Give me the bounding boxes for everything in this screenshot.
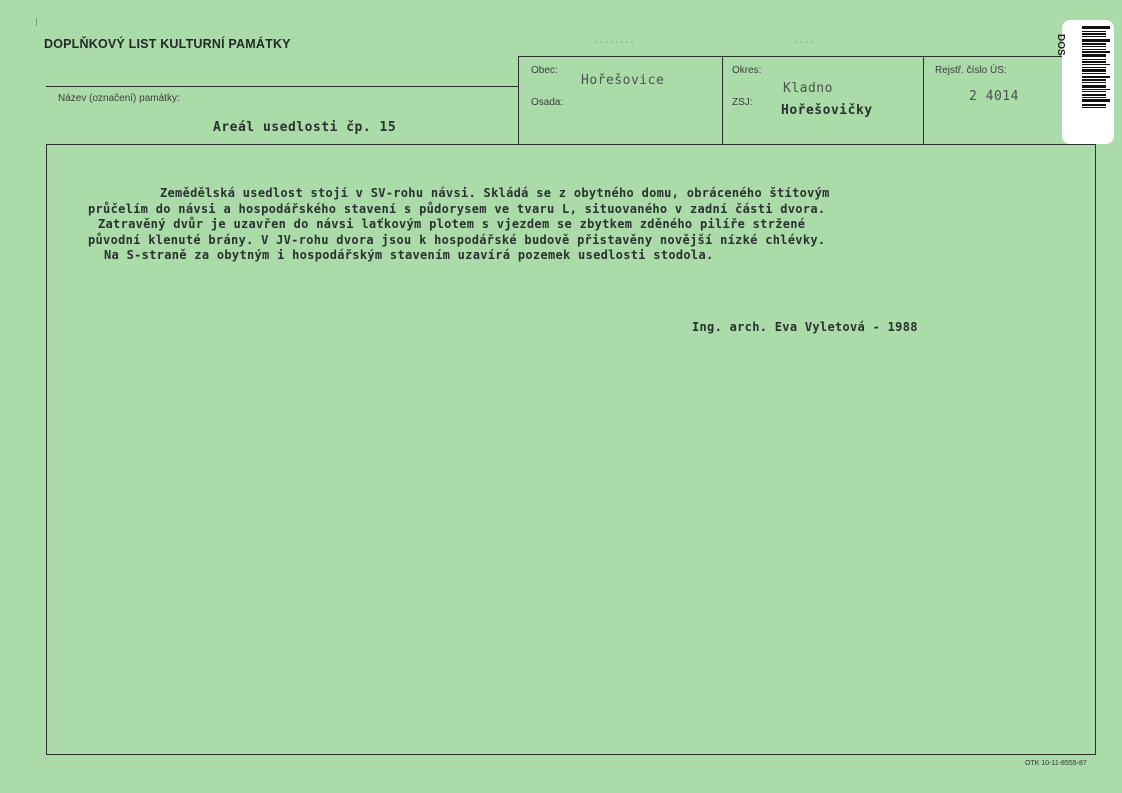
description-line: průčelím do návsi a hospodářského stavení s půdorysem ve tvaru L, situovaného v zadní části dvora. [88, 201, 826, 216]
okres-value: Kladno [783, 81, 833, 96]
signature: Ing. arch. Eva Vyletová - 1988 [692, 320, 918, 334]
sticker-label: DOS [1055, 34, 1066, 56]
barcode-bar [1082, 36, 1106, 37]
okres-box [721, 56, 924, 145]
barcode-bar [1082, 49, 1106, 50]
barcode-bar [1082, 33, 1106, 35]
obec-value: Hořešovice [581, 73, 665, 88]
faint-print: ▪▪▪▪ [795, 40, 816, 46]
description-line: Zatravěný dvůr je uzavřen do návsi laťkovým plotem s vjezdem se zbytkem zděného pilíře stržené [98, 217, 806, 231]
barcode-bar [1082, 26, 1110, 29]
barcode-icon [1082, 26, 1110, 138]
nazev-box [46, 86, 518, 145]
barcode-bar [1082, 76, 1110, 78]
barcode-bar [1082, 89, 1110, 90]
description-line: Na S-straně za obytným i hospodářským stavením uzavírá pozemek usedlosti stodola. [104, 248, 714, 262]
barcode-bar [1082, 85, 1106, 88]
description-line: Zemědělská usedlost stojí v SV-rohu návsi. Skládá se z obytného domu, obráceného štítovým [160, 186, 830, 200]
form-title: DOPLŇKOVÝ LIST KULTURNÍ PAMÁTKY [44, 37, 291, 51]
barcode-bar [1082, 39, 1110, 42]
rejst-box [923, 56, 1063, 145]
corner-mark [36, 18, 37, 26]
zsj-value: Hořešovičky [781, 103, 873, 118]
barcode-bar [1082, 43, 1106, 45]
okres-label: Okres: [732, 65, 762, 76]
footer-code: OTK 10-11-8555-87 [1025, 760, 1087, 767]
barcode-bar [1082, 99, 1110, 102]
barcode-bar [1082, 104, 1106, 106]
barcode-bar [1082, 54, 1106, 57]
barcode-bar [1082, 79, 1106, 81]
barcode-bar [1082, 97, 1106, 98]
faint-print: ▪▪▪▪▪▪▪▪ [595, 40, 637, 46]
obec-box [518, 56, 723, 145]
barcode-bar [1082, 46, 1106, 47]
barcode-bar [1082, 73, 1106, 74]
barcode-bar [1082, 61, 1106, 63]
description-line: původní klenuté brány. V JV-rohu dvora jsou k hospodářské budově přistavěny novější nízké chlévky. [88, 232, 826, 247]
barcode-bar [1082, 107, 1106, 108]
barcode-bar [1082, 69, 1106, 72]
barcode-bar [1082, 91, 1106, 92]
barcode-bar [1082, 64, 1110, 65]
barcode-bar [1082, 31, 1106, 32]
obec-label: Obec: [531, 65, 558, 76]
barcode-bar [1082, 94, 1106, 96]
osada-label: Osada: [531, 97, 564, 108]
nazev-value: Areál usedlosti čp. 15 [213, 120, 397, 135]
barcode-bar [1082, 67, 1106, 68]
rejst-value: 2 4014 [969, 89, 1019, 104]
nazev-label: Název (označení) památky: [58, 93, 180, 104]
zsj-label: ZSJ: [732, 97, 753, 108]
barcode-bar [1082, 51, 1110, 53]
barcode-bar [1082, 82, 1106, 83]
description-text [88, 186, 1088, 264]
barcode-bar [1082, 59, 1106, 60]
rejst-label: Rejstř. číslo ÚS: [935, 65, 1007, 76]
